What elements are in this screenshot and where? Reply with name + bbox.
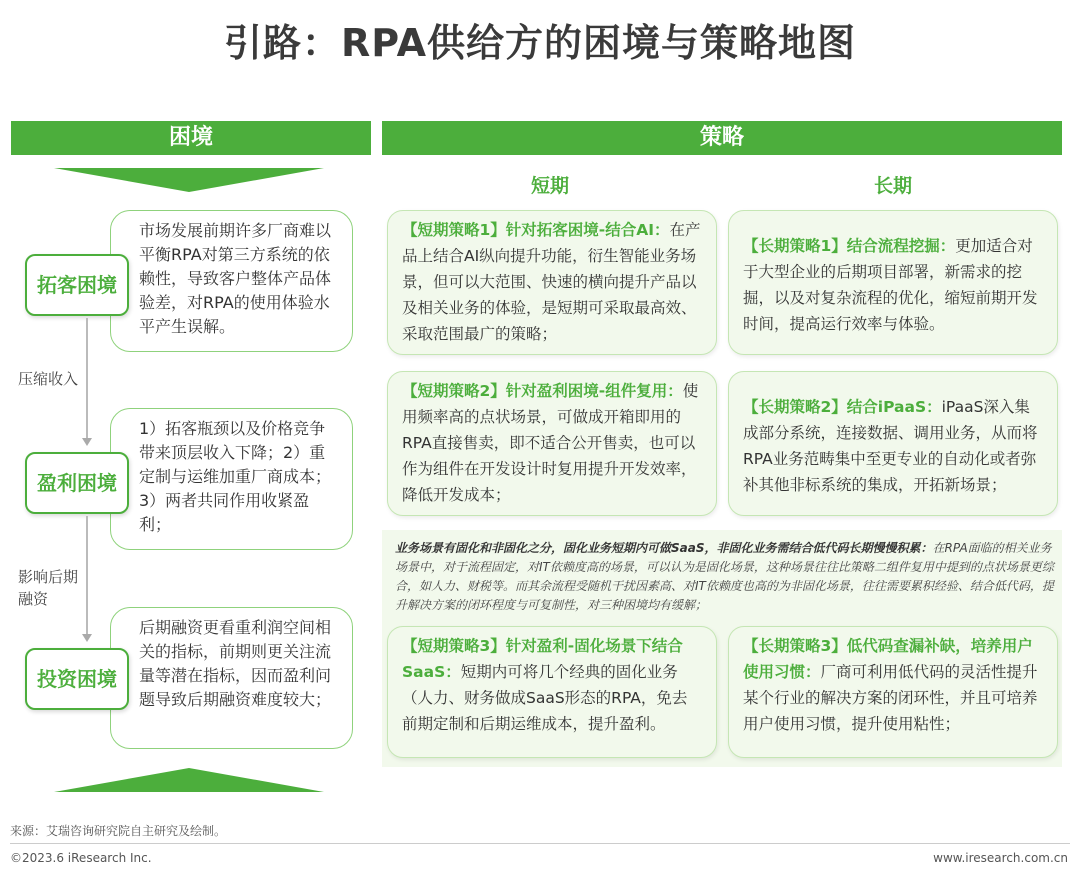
short-strategy-3 xyxy=(387,626,717,758)
short-strategy-1-title: 【短期策略1】针对拓客困境-结合AI： xyxy=(402,221,670,239)
short-strategy-2-body: 使用频率高的点状场景，可做成开箱即用的RPA直接售卖，即不适合公开售卖，也可以作为组件在开发设计时复用提升开发效率，降低开发成本； xyxy=(402,382,699,504)
header-strategy: 策略 xyxy=(382,121,1062,155)
short-strategy-2 xyxy=(387,371,717,516)
long-term-label: 长期 xyxy=(873,175,912,197)
connector-arrow-1 xyxy=(82,438,92,446)
short-strategy-2-title: 【短期策略2】针对盈利困境-组件复用： xyxy=(402,382,683,400)
long-strategy-3-title: 【长期策略3】低代码查漏补缺，培养用户使用习惯： xyxy=(743,637,1033,681)
long-strategy-1-title: 【长期策略1】结合流程挖掘： xyxy=(743,237,956,255)
down-arrow-shape xyxy=(54,168,324,192)
page-title: 引路：RPA供给方的困境与策略地图 xyxy=(223,21,857,65)
short-strategy-1-body: 在产品上结合AI纵向提升功能，衍生智能业务场景，但可以大范围、快速的横向提升产品以及相关业务的体验，是短期可采取最高效、采取范围最广的策略； xyxy=(402,221,701,343)
long-strategy-3 xyxy=(728,626,1058,758)
short-strategy-3-body: 短期内可将几个经典的固化业务（人力、财务做成SaaS形态的RPA，免去前期定制和后期运维成本，提升盈利。 xyxy=(402,663,688,733)
long-strategy-2-title: 【长期策略2】结合iPaaS： xyxy=(743,398,942,416)
connector-label-2: 影响后期融资 xyxy=(18,568,79,608)
dilemma-label-2: 盈利困境 xyxy=(25,452,129,514)
short-strategy-1 xyxy=(387,210,717,355)
dilemma-label-1: 拓客困境 xyxy=(25,254,129,316)
dilemma-desc-2 xyxy=(110,408,353,550)
source-note: 来源：艾瑞咨询研究院自主研究及绘制。 xyxy=(10,824,227,838)
dilemma-text-2: 1）拓客瓶颈以及价格竞争带来顶层收入下降；2）重定制与运维加重厂商成本；3）两者共同作用收紧盈利； xyxy=(139,419,332,534)
up-arrow-shape xyxy=(54,768,324,792)
dilemma-label-3: 投资困境 xyxy=(25,648,129,710)
connector-arrow-2 xyxy=(82,634,92,642)
scenario-note-lead: 业务场景有固化和非固化之分，固化业务短期内可做SaaS，非固化业务需结合低代码长期慢慢积累： xyxy=(395,541,933,555)
scenario-note xyxy=(395,539,1055,615)
dilemma-desc-1 xyxy=(110,210,353,352)
long-strategy-3-body: 厂商可利用低代码的灵活性提升某个行业的解决方案的闭环性，并且可培养用户使用习惯，提升使用粘性； xyxy=(743,663,1038,733)
dilemma-text-1: 市场发展前期许多厂商难以平衡RPA对第三方系统的依赖性，导致客户整体产品体验差，对RPA的使用体验水平产生误解。 xyxy=(139,221,332,336)
header-dilemma: 困境 xyxy=(11,121,371,155)
scenario-note-text: 在RPA面临的相关业务场景中，对于流程固定，对IT依赖度高的场景，可以认为是固化场景，这种场景往往比策略二组件复用中提到的点状场景更综合，如人力、财税等。而其余流程受随机干扰因素高、对IT依赖度也高的为非固化场景，往往需要累积经验、结合低代码，提升解决方案的闭环程度与可复制性，对三种困境均有缓解； xyxy=(395,541,1054,612)
copyright: ©2023.6 iResearch Inc. xyxy=(10,851,152,865)
dilemma-desc-3 xyxy=(110,607,353,749)
long-strategy-1-body: 更加适合对于大型企业的后期项目部署，新需求的挖掘，以及对复杂流程的优化，缩短前期开发时间，提高运行效率与体验。 xyxy=(743,237,1038,333)
short-strategy-3-title: 【短期策略3】针对盈利-固化场景下结合SaaS： xyxy=(402,637,683,681)
footer-divider xyxy=(10,843,1070,844)
long-strategy-2 xyxy=(728,371,1058,516)
long-strategy-2-body: iPaaS深入集成部分系统，连接数据、调用业务，从而将RPA业务范畴集中至更专业的自动化或者弥补其他非标系统的集成，开拓新场景； xyxy=(743,398,1038,494)
dilemma-text-3: 后期融资更看重利润空间相关的指标，前期则更关注流量等潜在指标，因而盈利问题导致后期融资难度较大； xyxy=(139,618,332,709)
short-term-label: 短期 xyxy=(530,175,569,197)
long-strategy-1 xyxy=(728,210,1058,355)
website-link[interactable]: www.iresearch.com.cn xyxy=(933,851,1068,865)
connector-label-1: 压缩收入 xyxy=(18,370,79,388)
